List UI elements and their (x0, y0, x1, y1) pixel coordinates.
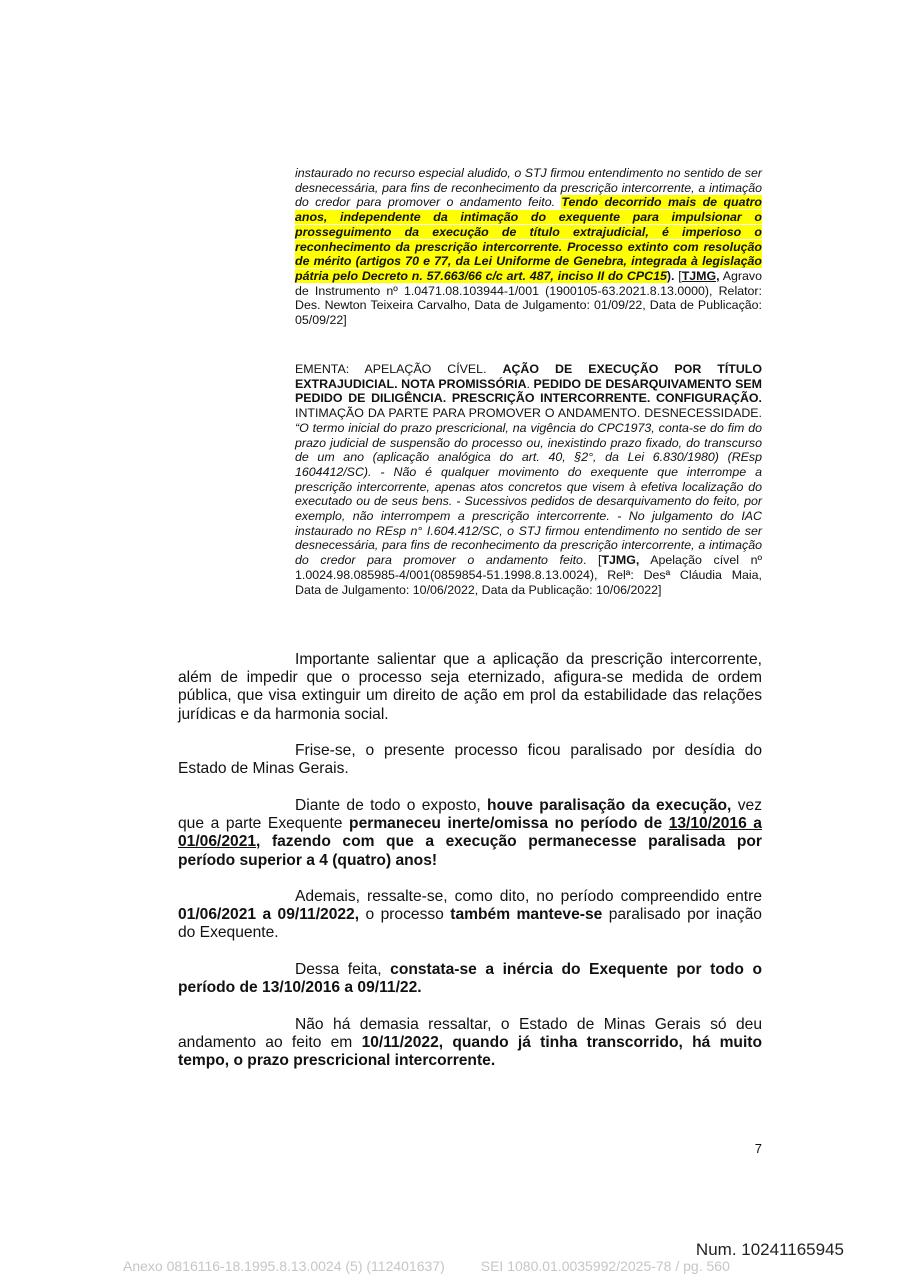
paragraph-3-bold-2: permaneceu inerte/omissa no período de (349, 815, 669, 833)
paragraph-5 (178, 961, 762, 997)
paragraph-3 (178, 797, 762, 870)
citation-2-bold-1: AÇÃO DE EXECUÇÃO POR TÍTULO EXTRAJUDICIAL. NOTA PROMISSÓRIA (295, 362, 762, 391)
paragraph-4-text (178, 888, 762, 943)
paragraph-6-intro: Não há demasia ressaltar, o Estado de Minas Gerais só deu andamento ao feito em (178, 1016, 762, 1052)
footer-stamp (123, 1258, 803, 1274)
footer-annex: Anexo 0816116-18.1995.8.13.0024 (5) (112401637) (123, 1258, 445, 1274)
paragraph-4-bold-1: 01/06/2021 a 09/11/2022, (178, 906, 360, 924)
citation-2-sep: . (526, 376, 534, 391)
citation-2-bold-2: PEDIDO DE DESARQUIVAMENTO SEM PEDIDO DE DILIGÊNCIA. PRESCRIÇÃO INTERCORRENTE. CONFIGURAÇÃO. (295, 376, 762, 406)
citation-2-court: TJMG, (601, 553, 640, 568)
paragraph-3-text (178, 797, 762, 870)
paragraph-4-bold-2: também manteve-se (450, 906, 603, 924)
citation-1-close-paren: ). (666, 268, 679, 283)
paragraph-5-text (178, 961, 762, 997)
paragraph-3-period: 13/10/2016 a 01/06/2021 (178, 815, 762, 851)
citation-2-italic-excerpt: “O termo inicial do prazo prescricional, na vigência do CPC1973, conta-se do fim do prazo judicial de suspensão do processo ou, inexistindo prazo fixado, do transcurso de um ano (aplicação analógica do art. 40, §2°, da Lei 6.830/1980) (REsp 1604412/SC). - Não é qualquer movimento do exequente que interrompe a prescrição intercorrente, apenas atos concretos que visem à efetiva localização do executado ou de seus bens. - Sucessivos pedidos de desarquivamento do feito, por exemplo, não interrompem a prescrição intercorrente. - No julgamento do IAC instaurado no REsp n° I.604.412/SC, o STJ firmou entendimento no sentido de ser desnecessária, para fins de reconhecimento da prescrição intercorrente, a intimação do credor para promover o andamento feito (295, 420, 762, 568)
citation-1-reference: Agravo de Instrumento nº 1.0471.08.103944-1/001 (1900105-63.2021.8.13.0000), Relator: Des. Newton Teixeira Carvalho, Data de Julgamento: 01/09/22, Data de Publicação: 05/09/22] (295, 268, 762, 328)
paragraph-5-intro: Dessa feita, (295, 961, 391, 978)
citation-2-text: INTIMAÇÃO DA PARTE PARA PROMOVER O ANDAMENTO. DESNECESSIDADE. (295, 406, 762, 421)
citation-block-2 (295, 362, 762, 597)
paragraph-4-end: paralisado por inação do Exequente. (178, 906, 762, 942)
paragraph-2 (178, 742, 762, 778)
paragraph-2-text: Frise-se, o presente processo ficou paralisado por desídia do Estado de Minas Gerais. (178, 742, 762, 778)
paragraph-6-bold: 10/11/2022, quando já tinha transcorrido, há muito tempo, o prazo prescricional intercorrente. (178, 1034, 763, 1070)
paragraph-3-intro: Diante de todo o exposto, (295, 797, 488, 814)
citation-1-text: instaurado no recurso especial aludido, o STJ firmou entendimento no sentido de ser desnecessária, para fins de reconhecimento da prescrição intercorrente, a intimação do credor para promover o andamento feito. (295, 166, 762, 210)
citation-2-heading: EMENTA: APELAÇÃO CÍVEL. (295, 362, 503, 376)
page-number: 7 (754, 1141, 762, 1156)
citation-2-bracket: . [ (582, 553, 602, 568)
paragraph-3-bold-1: houve paralisação da execução, (487, 797, 732, 814)
paragraph-1-text: Importante salientar que a aplicação da prescrição intercorrente, além de impedir que o processo seja eternizado, afigura-se medida de ordem pública, que visa extinguir um direito de ação em prol da estabilidade das relações jurídicas e da harmonia social. (178, 651, 762, 723)
citation-1-court: TJMG, (681, 268, 720, 283)
paragraph-3-mid: vez que a parte Exequente (178, 797, 762, 833)
paragraph-3-bold-3: , fazendo com que a execução permanecesse paralisada por período superior a 4 (quatro) anos! (178, 833, 762, 869)
highlighted-excerpt: Tendo decorrido mais de quatro anos, independente da intimação do exequente para impulsionar o prosseguimento da execução de título extrajudicial, é imperioso o reconhecimento da prescrição intercorrente. Processo extinto com resolução de mérito (artigos 70 e 77, da Lei Uniforme de Genebra, integrada à legislação pátria pelo Decreto n. 57.663/66 c/c art. 487, inciso II do CPC15 (295, 195, 762, 283)
paragraph-4-intro: Ademais, ressalte-se, como dito, no período compreendido entre (295, 888, 762, 905)
citation-2-reference: Apelação cível nº 1.0024.98.085985-4/001(0859854-51.1998.8.13.0024), Relª: Desª Cláudia Maia, Data de Julgamento: 10/06/2022, Data da Publicação: 10/06/2022] (295, 553, 762, 597)
footer-sei: SEI 1080.01.0035992/2025-78 / pg. 560 (480, 1258, 730, 1274)
paragraph-5-bold: constata-se a inércia do Exequente por todo o período de 13/10/2016 a 09/11/22. (178, 961, 763, 997)
paragraph-4-mid: o processo (359, 906, 451, 924)
document-number: Num. 10241165945 (695, 1240, 844, 1259)
paragraph-1 (178, 651, 762, 724)
paragraph-6 (178, 1016, 762, 1071)
paragraph-6-text (178, 1016, 762, 1071)
citation-block-1 (295, 166, 762, 328)
citation-1-bracket: [ (678, 268, 682, 283)
paragraph-4 (178, 888, 762, 943)
